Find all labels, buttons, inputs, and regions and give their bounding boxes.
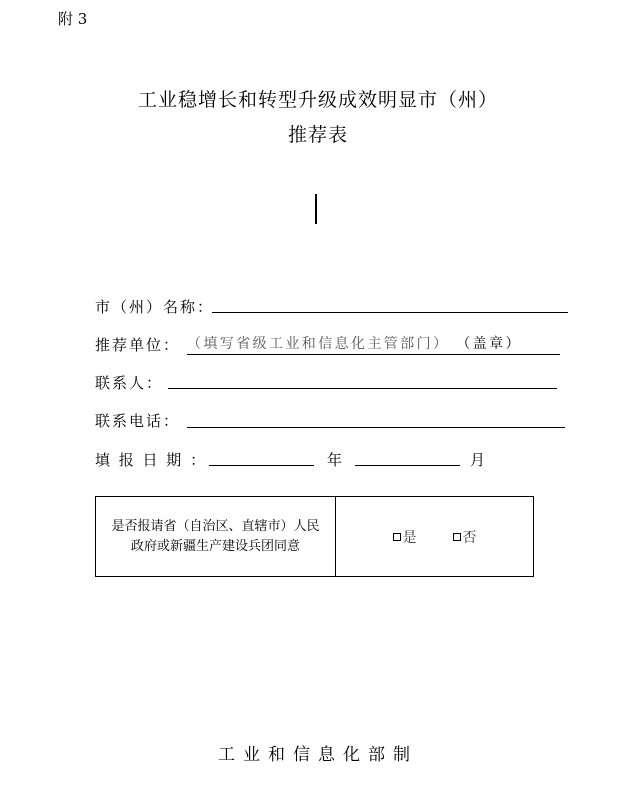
city-name-label: 市（州）名称： — [95, 298, 215, 316]
text-cursor — [315, 194, 317, 224]
recommender-label: 推荐单位： — [95, 336, 181, 354]
month-field[interactable] — [355, 465, 460, 466]
option-yes[interactable] — [393, 527, 417, 547]
approval-question — [96, 497, 336, 576]
approval-options — [336, 497, 533, 576]
seal-note: （盖章） — [456, 336, 522, 352]
no-checkbox-icon[interactable] — [453, 533, 461, 541]
fill-date-label: 填 报 日 期 ： — [95, 451, 208, 469]
option-no[interactable] — [453, 527, 477, 547]
contact-phone-field[interactable] — [187, 427, 565, 428]
option-no-label: 否 — [462, 529, 477, 546]
issuer-footer: 工业和信息化部制 — [218, 745, 418, 765]
city-name-field[interactable] — [212, 312, 568, 313]
year-unit: 年 — [327, 451, 343, 469]
recommender-hint: （填写省级工业和信息化主管部门） — [187, 336, 450, 352]
year-field[interactable] — [209, 465, 314, 466]
contact-person-label: 联系人： — [95, 374, 164, 392]
approval-question-line1: 是否报请省（自治区、直辖市）人民 — [111, 518, 320, 534]
month-unit: 月 — [470, 451, 486, 469]
option-yes-label: 是 — [402, 529, 417, 546]
approval-table — [95, 496, 534, 577]
form-subtitle: 推荐表 — [287, 124, 348, 146]
form-title: 工业稳增长和转型升级成效明显市（州） — [137, 89, 498, 111]
contact-person-field[interactable] — [168, 388, 557, 389]
attachment-number: 附 3 — [58, 10, 88, 28]
recommender-field[interactable] — [187, 333, 560, 355]
contact-phone-label: 联系电话： — [95, 412, 181, 430]
approval-question-line2: 政府或新疆生产建设兵团同意 — [130, 538, 300, 554]
yes-checkbox-icon[interactable] — [393, 533, 401, 541]
